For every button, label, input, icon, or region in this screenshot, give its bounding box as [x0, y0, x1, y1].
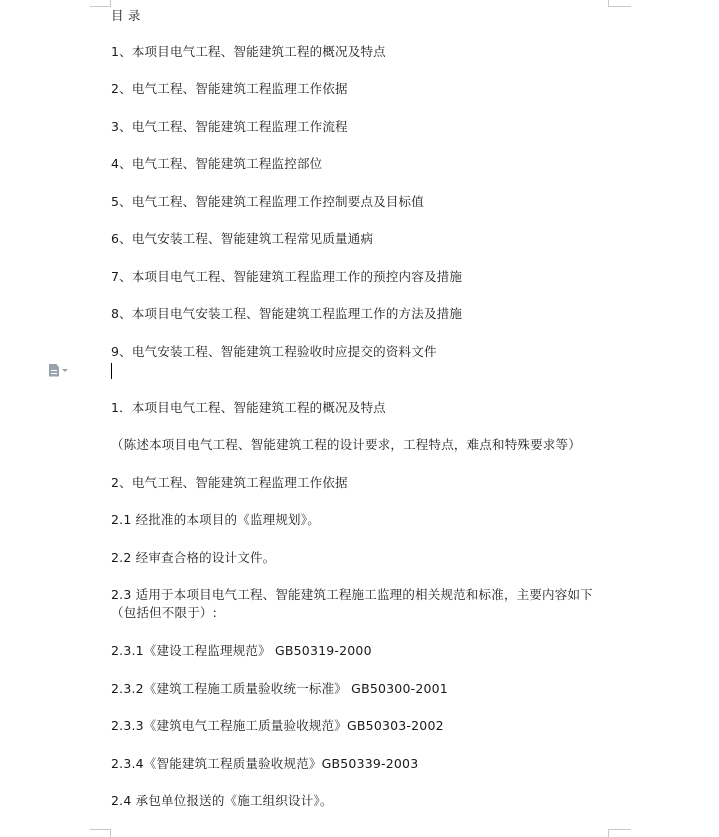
toc-item-2: 2、电气工程、智能建筑工程监理工作依据: [111, 81, 348, 96]
item-2-3-3: 2.3.3《建筑电气工程施工质量验收规范》GB50303-2002: [111, 718, 444, 733]
text-cursor: [111, 363, 112, 379]
item-2-3: 2.3 适用于本项目电气工程、智能建筑工程施工监理的相关规范和标准，主要内容如下（包括但不限于）:: [111, 587, 593, 620]
item-2-3-1: 2.3.1《建设工程监理规范》 GB50319-2000: [111, 643, 372, 658]
toc-title: 目 录: [111, 8, 141, 23]
page-corner-top-right: [608, 0, 631, 7]
item-2-1: 2.1 经批准的本项目的《监理规划》。: [111, 512, 320, 527]
chevron-down-icon: [62, 369, 68, 372]
item-2-3-2: 2.3.2《建筑工程施工质量验收统一标准》 GB50300-2001: [111, 681, 448, 696]
toc-item-3: 3、电气工程、智能建筑工程监理工作流程: [111, 119, 348, 134]
section-1-description: （陈述本项目电气工程、智能建筑工程的设计要求，工程特点，难点和特殊要求等）: [111, 437, 581, 452]
toc-item-6: 6、电气安装工程、智能建筑工程常见质量通病: [111, 231, 374, 246]
item-2-3-4: 2.3.4《智能建筑工程质量验收规范》GB50339-2003: [111, 756, 419, 771]
item-2-4: 2.4 承包单位报送的《施工组织设计》。: [111, 793, 333, 808]
paste-options-button[interactable]: [49, 362, 79, 378]
toc-item-9: 9、电气安装工程、智能建筑工程验收时应提交的资料文件: [111, 344, 437, 359]
toc-item-1: 1、本项目电气工程、智能建筑工程的概况及特点: [111, 44, 386, 59]
page-corner-top-left: [90, 0, 111, 7]
toc-item-7: 7、本项目电气工程、智能建筑工程监理工作的预控内容及措施: [111, 269, 463, 284]
toc-item-5: 5、电气工程、智能建筑工程监理工作控制要点及目标值: [111, 194, 424, 209]
section-1-heading: 1．本项目电气工程、智能建筑工程的概况及特点: [111, 400, 386, 415]
item-2-2: 2.2 经审查合格的设计文件。: [111, 550, 276, 565]
section-2-heading: 2、电气工程、智能建筑工程监理工作依据: [111, 475, 348, 490]
toc-item-8: 8、本项目电气安装工程、智能建筑工程监理工作的方法及措施: [111, 306, 463, 321]
toc-item-4: 4、电气工程、智能建筑工程监控部位: [111, 156, 323, 171]
document-icon: [49, 364, 59, 377]
